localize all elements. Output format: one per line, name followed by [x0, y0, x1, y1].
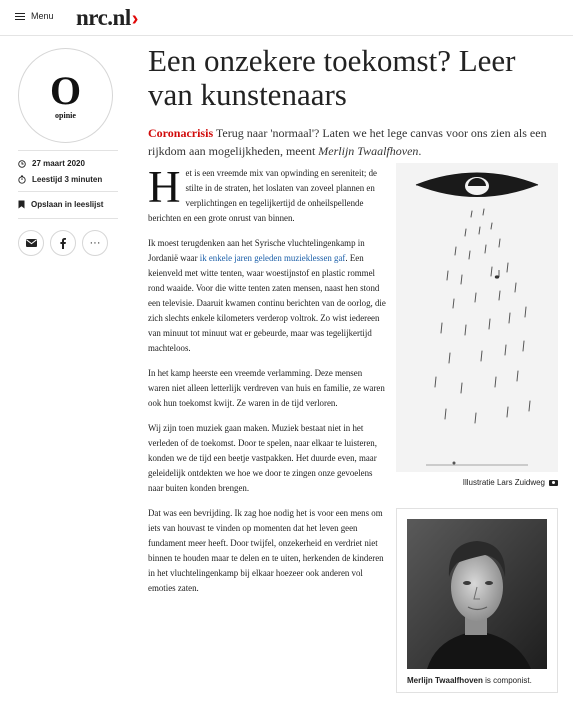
- hamburger-icon: [15, 13, 25, 20]
- share-email-button[interactable]: [18, 230, 44, 256]
- caption-text: Illustratie Lars Zuidweg: [462, 478, 545, 487]
- logo-text: nrc: [76, 5, 108, 30]
- clock-icon: [18, 160, 26, 168]
- article-illustration[interactable]: [396, 163, 558, 472]
- lead-text: Terug naar 'normaal'? Laten we het lege canvas voor ons zien als een rijkdom aan mogelijkheden, meent: [148, 126, 547, 158]
- eye-rain-illustration: [396, 163, 558, 472]
- save-to-readlist-button[interactable]: [18, 200, 103, 209]
- divider: [18, 191, 118, 192]
- logo-suffix: .nl: [107, 5, 131, 30]
- read-time-text: Leestijd 3 minuten: [32, 175, 103, 184]
- menu-label: Menu: [31, 11, 54, 21]
- paragraph: [148, 162, 386, 226]
- article-headline: Een onzekere toekomst? Leer van kunstenaars: [148, 43, 516, 112]
- paragraph: In het kamp heerste een vreemde verlamming. Deze mensen waren niet alleen letterlijk verdreven van huis en familie, ze waren ook hun toekomst kwijt. Ze waren in de tijd verloren.: [148, 368, 385, 408]
- save-label: Opslaan in leeslijst: [31, 200, 104, 209]
- divider: [18, 218, 118, 219]
- envelope-icon: [26, 239, 37, 247]
- paragraph-text: et is een vreemde mix van opwinding en sereniteit; de stilte in de straten, het loslaten van zoveel plannen en verplichtingen en tegelijkertijd de onheilspellende berichten en een grote onrust van binnen.: [148, 168, 377, 223]
- share-buttons: [18, 230, 108, 256]
- date-text: 27 maart 2020: [32, 159, 85, 168]
- article-sidebar: [18, 48, 118, 249]
- paragraph: Dat was een bevrijding. Ik zag hoe nodig het is voor een mens om iets van houvast te vinden op momenten dat het leven geen fundament meer heeft. Door twijfel, onzekerheid en verdriet niet binnen te houden maar te delen en te uiten, herkenden de kinderen in het vluchtelingenkamp bij elkaar hoezeer ook anderen vol emoties zaten.: [148, 508, 384, 593]
- badge-word: opinie: [55, 110, 76, 120]
- camera-icon: [549, 480, 558, 486]
- paragraph: [148, 236, 386, 356]
- stopwatch-icon: [18, 175, 26, 184]
- opinie-badge[interactable]: [18, 48, 113, 143]
- dropcap: H: [148, 162, 181, 212]
- paragraph: Wij zijn toen muziek gaan maken. Muziek bestaat niet in het verleden of de toekomst. Door te spelen, naar elkaar te luisteren, konden we de tijd een beetje vastpakken. Het duurde even, maar geleidelijk ontdekten we hoe we door te zingen onze gevoelens naar buiten konden brengen.: [148, 423, 377, 493]
- share-facebook-button[interactable]: [50, 230, 76, 256]
- publish-date: [18, 159, 85, 168]
- paragraph-text: . Een keienveld met witte tenten, waar woestijnstof en plastic rommel rond waaide. Voor die witte tenten zaten mensen, naast hen stond een televisie. Daaruit kwamen continu berichten van de oorlog, die zich slechts enkele kilometers verderop voltrok. Zo wist iedereen van minuut tot minuut wat er gebeurde, maar was tegelijkertijd machteloos.: [148, 253, 386, 353]
- lead-end: .: [418, 144, 422, 158]
- author-name[interactable]: Merlijn Twaalfhoven: [407, 676, 483, 685]
- paragraph-text: Ik moest terugdenken aan het Syrische vluchtelingenkamp in Jordanië waar: [148, 238, 365, 263]
- divider: [18, 150, 118, 151]
- author-role: is componist.: [485, 676, 532, 685]
- menu-button[interactable]: [15, 11, 54, 21]
- bookmark-icon: [18, 200, 25, 209]
- illustration-caption: [396, 478, 558, 487]
- author-portrait: [407, 519, 547, 669]
- logo-chevron-icon: ›: [131, 8, 138, 30]
- kicker-label[interactable]: Coronacrisis: [148, 126, 214, 140]
- article-body: [148, 162, 386, 606]
- inline-article-link[interactable]: ik enkele jaren geleden muzieklessen gaf: [199, 253, 346, 263]
- nrc-logo[interactable]: [76, 5, 138, 31]
- author-box: [396, 508, 558, 693]
- facebook-icon: [60, 238, 66, 249]
- author-caption: [407, 676, 532, 685]
- lead-author: Merlijn Twaalfhoven: [318, 144, 419, 158]
- badge-letter: O: [49, 67, 82, 113]
- more-icon: ···: [89, 237, 101, 249]
- portrait-photo: [407, 519, 547, 669]
- read-time: [18, 175, 102, 184]
- top-bar: [0, 0, 573, 36]
- share-more-button[interactable]: [82, 230, 108, 256]
- article-lead: [148, 124, 568, 160]
